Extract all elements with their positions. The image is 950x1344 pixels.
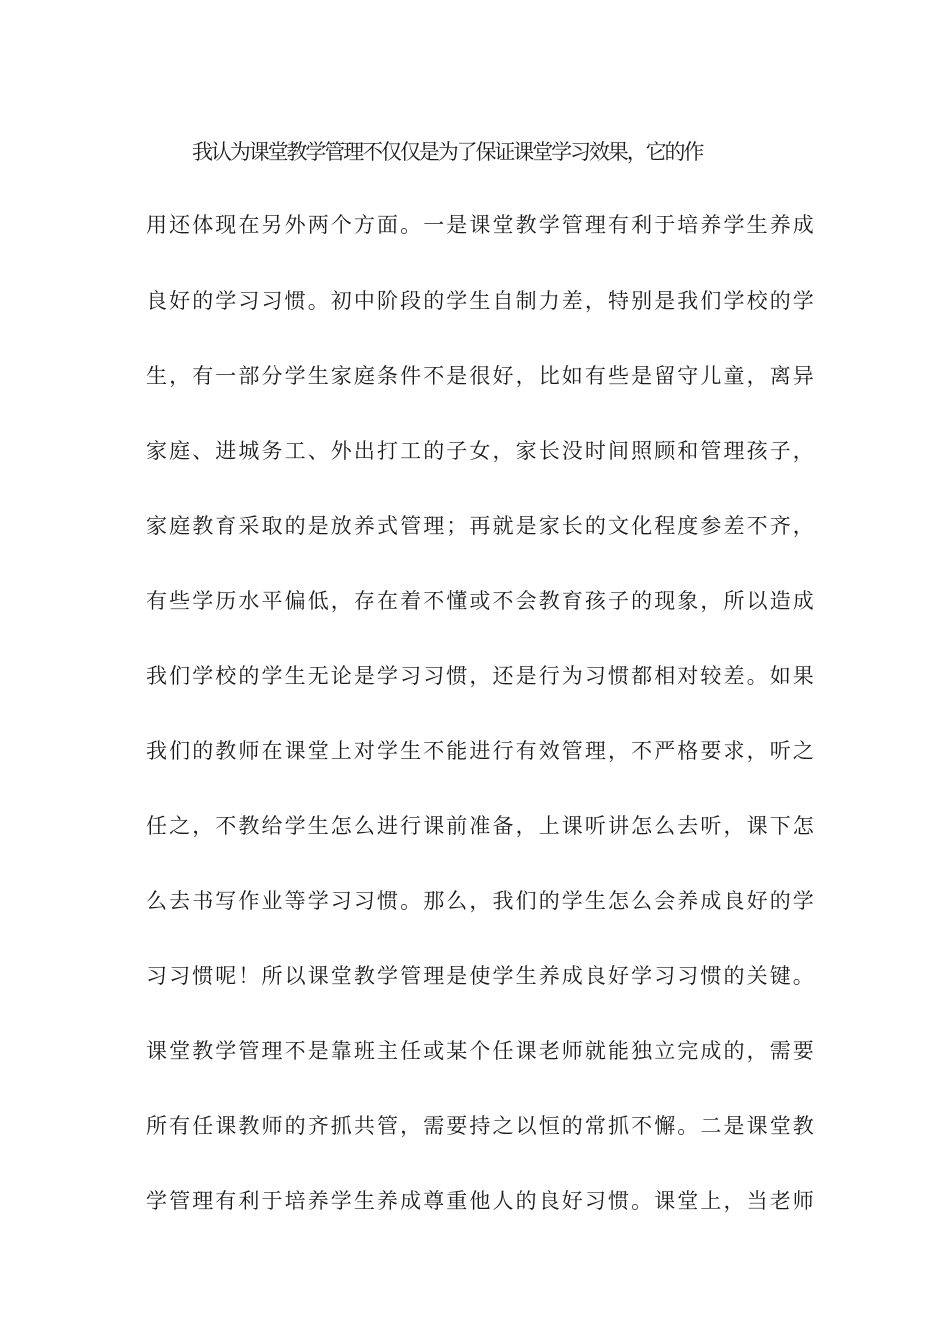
paragraph-line: 习习惯呢！所以课堂教学管理是使学生养成良好学习习惯的关键。 (146, 964, 816, 988)
paragraph-line: 课堂教学管理不是靠班主任或某个任课老师就能独立完成的，需要 (146, 1039, 816, 1063)
paragraph-line: 我认为课堂教学管理不仅仅是为了保证课堂学习效果，它的作 (192, 140, 703, 164)
paragraph-line: 家庭教育采取的是放养式管理；再就是家长的文化程度参差不齐， (146, 514, 816, 538)
paragraph-line: 生，有一部分学生家庭条件不是很好，比如有些是留守儿童，离异 (146, 364, 816, 388)
paragraph-line: 良好的学习习惯。初中阶段的学生自制力差，特别是我们学校的学 (146, 289, 816, 313)
paragraph-line: 我们的教师在课堂上对学生不能进行有效管理，不严格要求，听之 (146, 739, 816, 763)
paragraph-line: 家庭、进城务工、外出打工的子女，家长没时间照顾和管理孩子， (146, 439, 816, 463)
paragraph-line: 任之，不教给学生怎么进行课前准备，上课听讲怎么去听，课下怎 (146, 814, 816, 838)
paragraph-line: 所有任课教师的齐抓共管，需要持之以恒的常抓不懈。二是课堂教 (146, 1114, 816, 1138)
paragraph-line: 有些学历水平偏低，存在着不懂或不会教育孩子的现象，所以造成 (146, 589, 816, 613)
paragraph-line: 用还体现在另外两个方面。一是课堂教学管理有利于培养学生养成 (146, 213, 816, 237)
paragraph-line: 我们学校的学生无论是学习习惯，还是行为习惯都相对较差。如果 (146, 664, 816, 688)
paragraph-line: 么去书写作业等学习习惯。那么，我们的学生怎么会养成良好的学 (146, 889, 816, 913)
paragraph-line: 学管理有利于培养学生养成尊重他人的良好习惯。课堂上，当老师 (146, 1189, 816, 1213)
